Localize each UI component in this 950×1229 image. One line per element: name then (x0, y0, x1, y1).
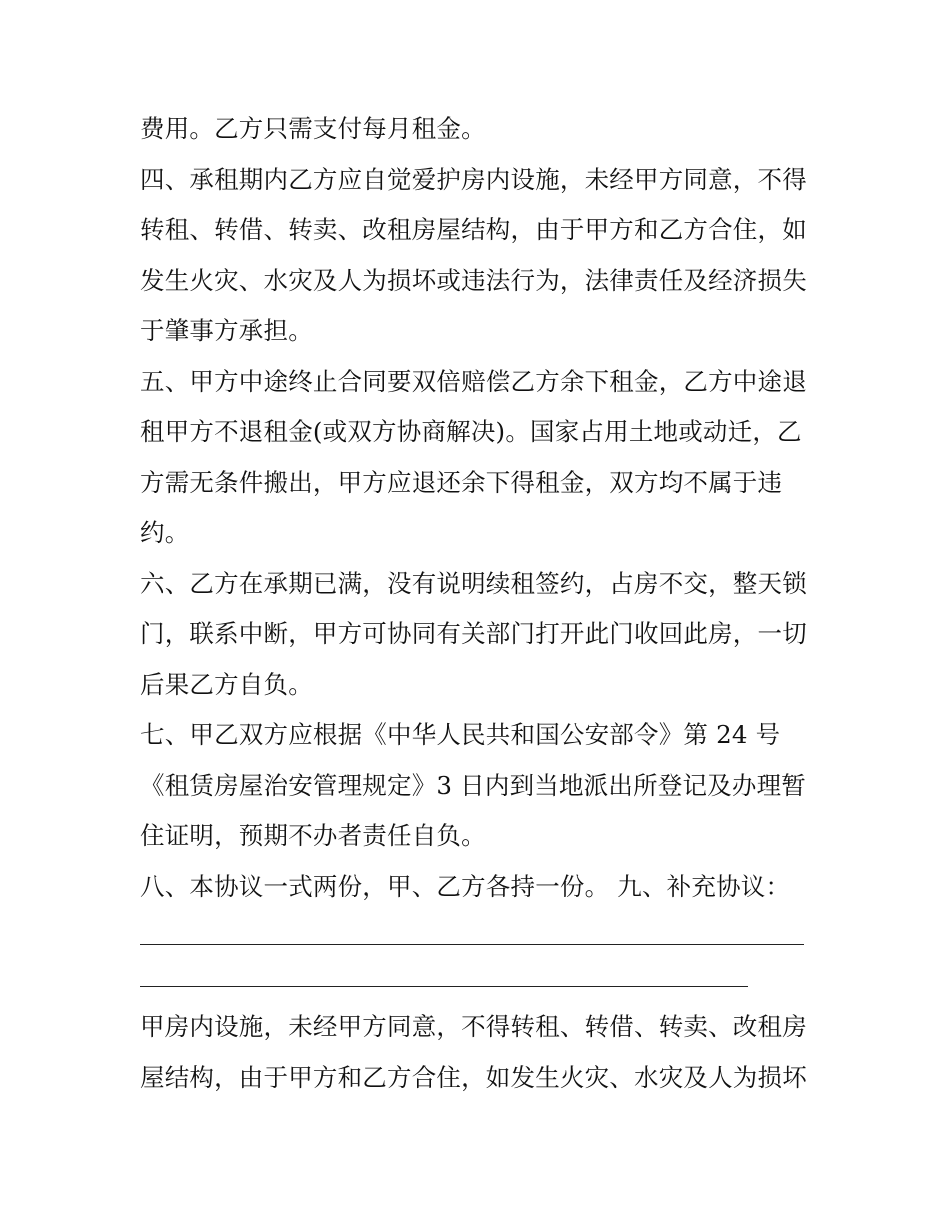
text-line: 四、承租期内乙方应自觉爱护房内设施，未经甲方同意，不得 (140, 165, 807, 194)
text-line: 于肇事方承担。 (140, 316, 313, 345)
text-line: 后果乙方自负。 (140, 670, 313, 699)
text-line: 住证明，预期不办者责任自负。 (140, 821, 486, 850)
blank-fill-line (140, 986, 748, 987)
text-line: 七、甲乙双方应根据《中华人民共和国公安部令》第 24 号 (140, 720, 781, 749)
text-line: 转租、转借、转卖、改租房屋结构，由于甲方和乙方合住，如 (140, 215, 807, 244)
text-line: 费用。乙方只需支付每月租金。 (140, 114, 486, 143)
text-line: 约。 (140, 518, 190, 547)
text-line: 甲房内设施，未经甲方同意，不得转租、转借、转卖、改租房 (140, 1012, 807, 1041)
text-line: 发生火灾、水灾及人为损坏或违法行为，法律责任及经济损失 (140, 266, 807, 295)
text-line: 五、甲方中途终止合同要双倍赔偿乙方余下租金，乙方中途退 (140, 367, 807, 396)
blank-fill-line (140, 944, 804, 945)
text-line: 租甲方不退租金(或双方协商解决)。国家占用土地或动迁，乙 (140, 417, 802, 446)
text-line: 八、本协议一式两份，甲、乙方各持一份。 九、补充协议： (140, 872, 791, 901)
text-line: 方需无条件搬出，甲方应退还余下得租金，双方均不属于违 (140, 468, 783, 497)
text-line: 《租赁房屋治安管理规定》3 日内到当地派出所登记及办理暂 (140, 771, 806, 800)
text-line: 屋结构，由于甲方和乙方合住，如发生火灾、水灾及人为损坏 (140, 1063, 807, 1092)
text-line: 六、乙方在承期已满，没有说明续租签约，占房不交，整天锁 (140, 569, 807, 598)
text-line: 门，联系中断，甲方可协同有关部门打开此门收回此房，一切 (140, 619, 807, 648)
